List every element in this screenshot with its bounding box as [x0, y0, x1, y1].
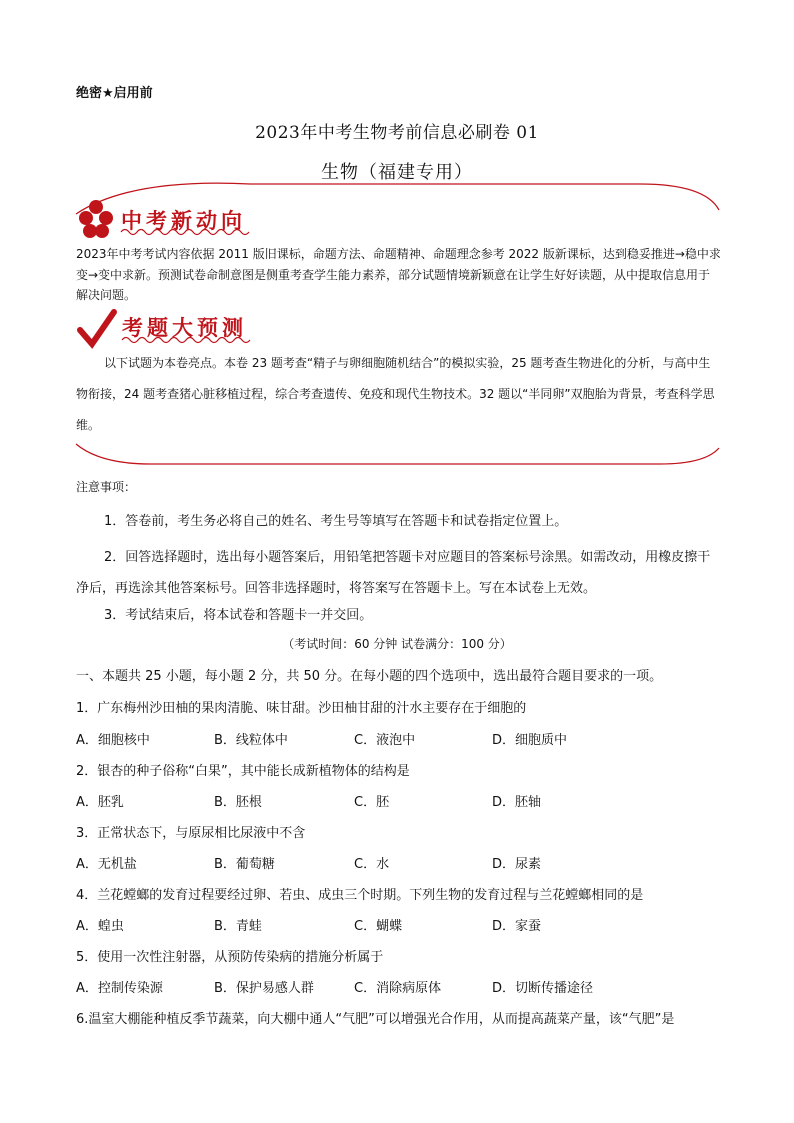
- question-stem-4: 4．兰花螳螂的发育过程要经过卵、若虫、成虫三个时期。下列生物的发育过程与兰花螳螂相同的是: [76, 888, 644, 903]
- bottom-arc-line: [76, 444, 719, 464]
- q5-option-d: D．切断传播途径: [492, 981, 594, 996]
- note-item-1: 1．答卷前，考生务必将自己的姓名、考生号等填写在答题卡和试卷指定位置上。: [104, 514, 568, 529]
- note-item-3: 3．考试结束后，将本试卷和答题卡一并交回。: [104, 608, 373, 623]
- notes-heading: 注意事项：: [76, 480, 137, 494]
- q1-option-b: B．线粒体中: [214, 733, 288, 748]
- secret-label: 绝密★启用前: [76, 86, 153, 101]
- new-trend-text: 2023年中考考试内容依据 2011 版旧课标，命题方法、命题精神、命题理念参考 2022 版新课标，达到稳妥推进→稳中求变→变中求新。预测试卷命制意图是侧重考查学生能力素养，部分试题情境新颖意在让学生好好读题，从中提取信息用于解决问题。: [76, 247, 721, 302]
- exam-info: （考试时间：60 分钟 试卷满分：100 分）: [282, 637, 512, 651]
- question-stem-6: 6.温室大棚能种植反季节蔬菜，向大棚中通人“气肥”可以增强光合作用，从而提高蔬菜产量，该“气肥”是: [76, 1012, 675, 1027]
- q5-option-b: B．保护易感人群: [214, 981, 314, 996]
- q4-option-d: D．家蚕: [492, 919, 542, 934]
- q2-option-a: A．胚乳: [76, 795, 124, 810]
- q5-option-c: C．消除病原体: [354, 981, 442, 996]
- question-stem-3: 3．正常状态下，与原尿相比尿液中不含: [76, 826, 306, 841]
- flower-icon: [79, 200, 113, 238]
- q2-option-c: C．胚: [354, 795, 390, 810]
- question-stem-1: 1．广东梅州沙田柚的果肉清脆、味甘甜。沙田柚甘甜的汁水主要存在于细胞的: [76, 701, 527, 716]
- question-stem-2: 2．银杏的种子俗称“白果”，其中能长成新植物体的结构是: [76, 764, 410, 779]
- new-trend-heading: 中考新动向: [121, 209, 246, 233]
- q3-option-d: D．尿素: [492, 857, 542, 872]
- q4-option-a: A．蝗虫: [76, 919, 124, 934]
- q3-option-c: C．水: [354, 857, 390, 872]
- exam-subtitle: 生物（福建专用）: [321, 162, 473, 183]
- check-mark-icon: [80, 312, 114, 344]
- prediction-heading: 考题大预测: [122, 316, 247, 340]
- q1-option-d: D．细胞质中: [492, 733, 568, 748]
- note-item-2: 2．回答选择题时，选出每小题答案后，用铅笔把答题卡对应题目的答案标号涂黑。如需改动，用橡皮擦干净后，再选涂其他答案标号。回答非选择题时，将答案写在答题卡上。写在本试卷上无效。: [76, 550, 711, 596]
- q5-option-a: A．控制传染源: [76, 981, 163, 996]
- section-instruction: 一、本题共 25 小题，每小题 2 分，共 50 分。在每小题的四个选项中，选出最符合题目要求的一项。: [76, 669, 663, 684]
- q1-option-a: A．细胞核中: [76, 733, 150, 748]
- q3-option-b: B．葡萄糖: [214, 857, 275, 872]
- exam-title: 2023年中考生物考前信息必刷卷 01: [255, 123, 539, 143]
- q2-option-d: D．胚轴: [492, 795, 542, 810]
- q4-option-c: C．蝴蝶: [354, 919, 403, 934]
- question-stem-5: 5．使用一次性注射器，从预防传染病的措施分析属于: [76, 950, 384, 965]
- q2-option-b: B．胚根: [214, 795, 262, 810]
- q1-option-c: C．液泡中: [354, 733, 416, 748]
- q3-option-a: A．无机盐: [76, 857, 137, 872]
- prediction-text: 以下试题为本卷亮点。本卷 23 题考查“精子与卵细胞随机结合”的模拟实验，25 题考查生物进化的分析，与高中生物衔接，24 题考查猪心脏移植过程，综合考查遗传、免疫和现代生物技术。32 题以“半同卵”双胞胎为背景，考查科学思维。: [76, 356, 715, 432]
- q4-option-b: B．青蛙: [214, 919, 262, 934]
